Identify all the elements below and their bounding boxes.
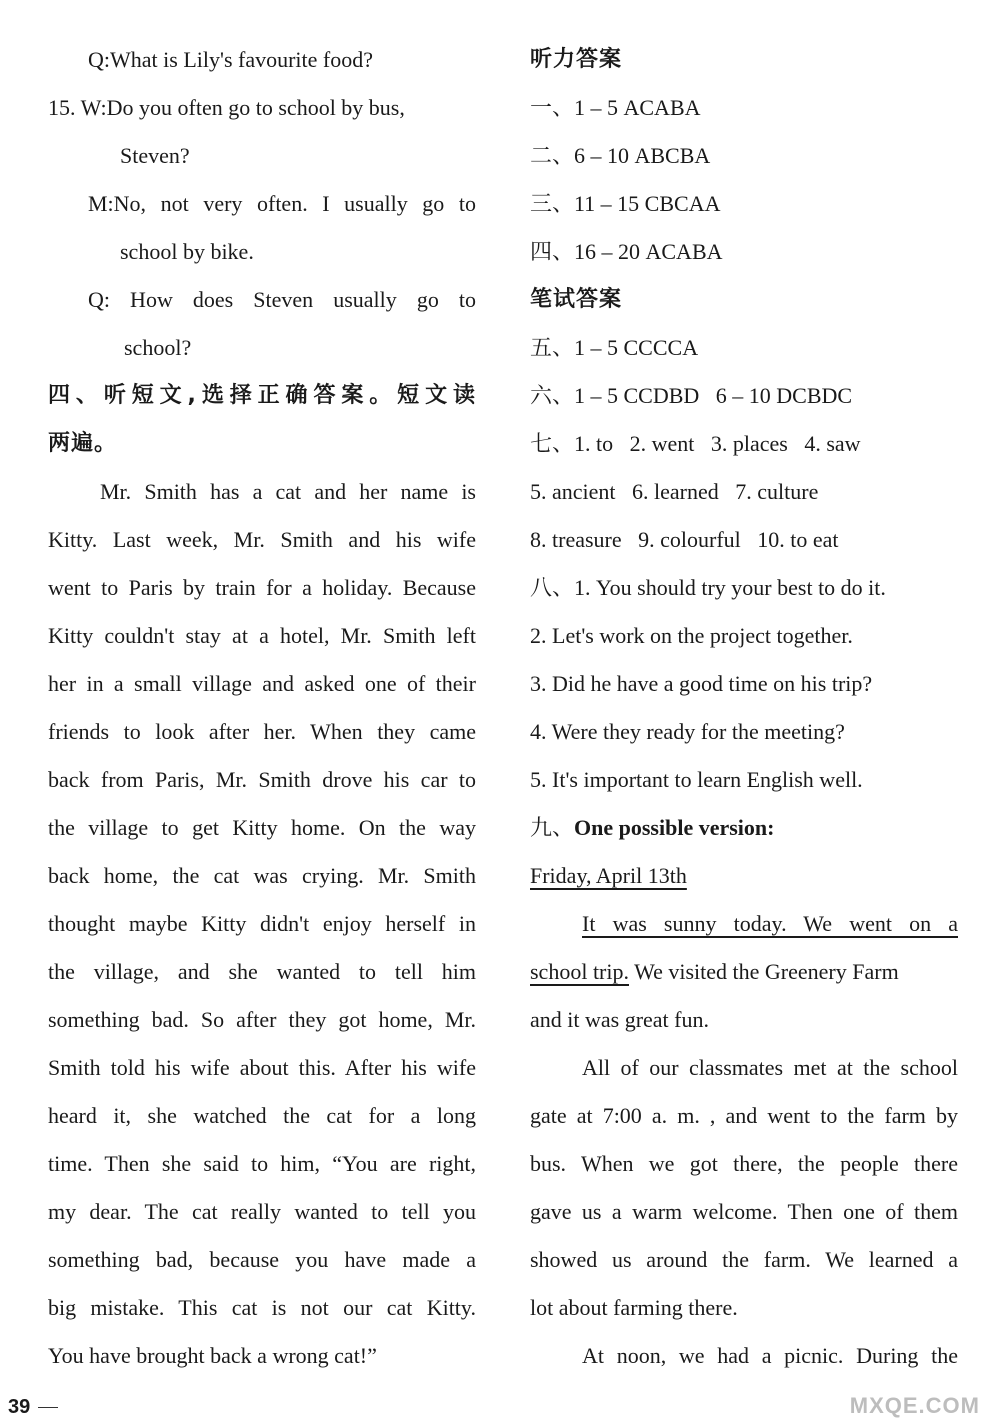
question-15-w-line1: 15. W:Do you often go to school by bus, (48, 95, 405, 120)
passage-line: friends to look after her. When they came (48, 719, 476, 744)
passage-line: time. Then she said to him, “You are right, (48, 1151, 476, 1176)
essay-underlined-text: It was sunny today. We went on a (582, 911, 958, 936)
passage-line: heard it, she watched the cat for a long (48, 1103, 476, 1128)
answer-line: 4. Were they ready for the meeting? (530, 719, 845, 744)
essay-line (530, 948, 958, 996)
answer-line: 六、1 – 5 CCDBD 6 – 10 DCBDC (530, 383, 853, 408)
passage-line: Smith told his wife about this. After his wife (48, 1055, 476, 1080)
essay-line: showed us around the farm. We learned a (530, 1247, 958, 1272)
passage-line: You have brought back a wrong cat!” (48, 1343, 377, 1368)
answer-line: 5. It's important to learn English well. (530, 767, 863, 792)
passage-line: the village to get Kitty home. On the way (48, 815, 476, 840)
question-15-w-line2: Steven? (120, 143, 190, 168)
answer-line: 一、1 – 5 ACABA (530, 95, 701, 120)
written-answers-title: 笔试答案 (530, 287, 623, 312)
passage-line: Mr. Smith has a cat and her name is (100, 479, 476, 504)
question-15-m-line1: M:No, not very often. I usually go to (88, 191, 476, 216)
answer-line: 二、6 – 10 ABCBA (530, 143, 711, 168)
answer-line: 3. Did he have a good time on his trip? (530, 671, 873, 696)
passage-line: Kitty couldn't stay at a hotel, Mr. Smith left (48, 623, 476, 648)
right-column (530, 36, 958, 1380)
question-15-m-line2: school by bike. (120, 239, 254, 264)
essay-line: gate at 7:00 a. m. , and went to the farm by (530, 1103, 958, 1128)
question-15-q-line2: school? (124, 335, 192, 360)
answer-line: 2. Let's work on the project together. (530, 623, 853, 648)
essay-line: At noon, we had a picnic. During the (582, 1343, 958, 1368)
passage-line: her in a small village and asked one of their (48, 671, 476, 696)
section-4-heading-line1: 四、听短文,选择正确答案。短文读 (48, 383, 476, 408)
passage-line: something bad. So after they got home, Mr. (48, 1007, 476, 1032)
essay-date (530, 852, 958, 900)
question-14-q: Q:What is Lily's favourite food? (88, 47, 374, 72)
question-15-q-line1: Q: How does Steven usually go to (88, 287, 476, 312)
passage-line: something bad, because you have made a (48, 1247, 476, 1272)
passage-line: back from Paris, Mr. Smith drove his car to (48, 767, 476, 792)
answer-line: 五、1 – 5 CCCCA (530, 335, 699, 360)
essay-text: We visited the Greenery Farm (629, 959, 899, 984)
essay-date-text: Friday, April 13th (530, 863, 687, 888)
answer-line: 8. treasure 9. colourful 10. to eat (530, 527, 839, 552)
answer-line: 四、16 – 20 ACABA (530, 239, 723, 264)
essay-line (530, 900, 958, 948)
answer-line: 5. ancient 6. learned 7. culture (530, 479, 819, 504)
passage-line: the village, and she wanted to tell him (48, 959, 476, 984)
passage-line: big mistake. This cat is not our cat Kitty. (48, 1295, 476, 1320)
essay-underlined-text: school trip. (530, 959, 629, 984)
essay-line: bus. When we got there, the people there (530, 1151, 958, 1176)
essay-line: and it was great fun. (530, 1007, 709, 1032)
listening-passage (48, 468, 476, 1380)
essay-line: lot about farming there. (530, 1295, 738, 1320)
passage-line: thought maybe Kitty didn't enjoy herself in (48, 911, 476, 936)
passage-line: went to Paris by train for a holiday. Because (48, 575, 476, 600)
section-4-heading-line2: 两遍。 (48, 431, 118, 456)
page-number (8, 1396, 58, 1419)
watermark: MXQE.COM (849, 1393, 980, 1418)
page-number-text: 39 (8, 1396, 31, 1418)
section-9-label: One possible version: (574, 815, 775, 840)
passage-line: Kitty. Last week, Mr. Smith and his wife (48, 527, 476, 552)
section-9-number: 九、 (530, 815, 575, 840)
left-column (48, 36, 476, 1380)
essay-line: All of our classmates met at the school (582, 1055, 958, 1080)
listening-answers-title: 听力答案 (530, 47, 623, 72)
answer-line: 七、1. to 2. went 3. places 4. saw (530, 431, 861, 456)
passage-line: back home, the cat was crying. Mr. Smith (48, 863, 476, 888)
essay-line: gave us a warm welcome. Then one of them (530, 1199, 958, 1224)
section-9-heading (530, 804, 958, 852)
answer-line: 三、11 – 15 CBCAA (530, 191, 721, 216)
passage-line: my dear. The cat really wanted to tell you (48, 1199, 476, 1224)
answer-line: 八、1. You should try your best to do it. (530, 575, 886, 600)
footer-rule (38, 1407, 58, 1408)
